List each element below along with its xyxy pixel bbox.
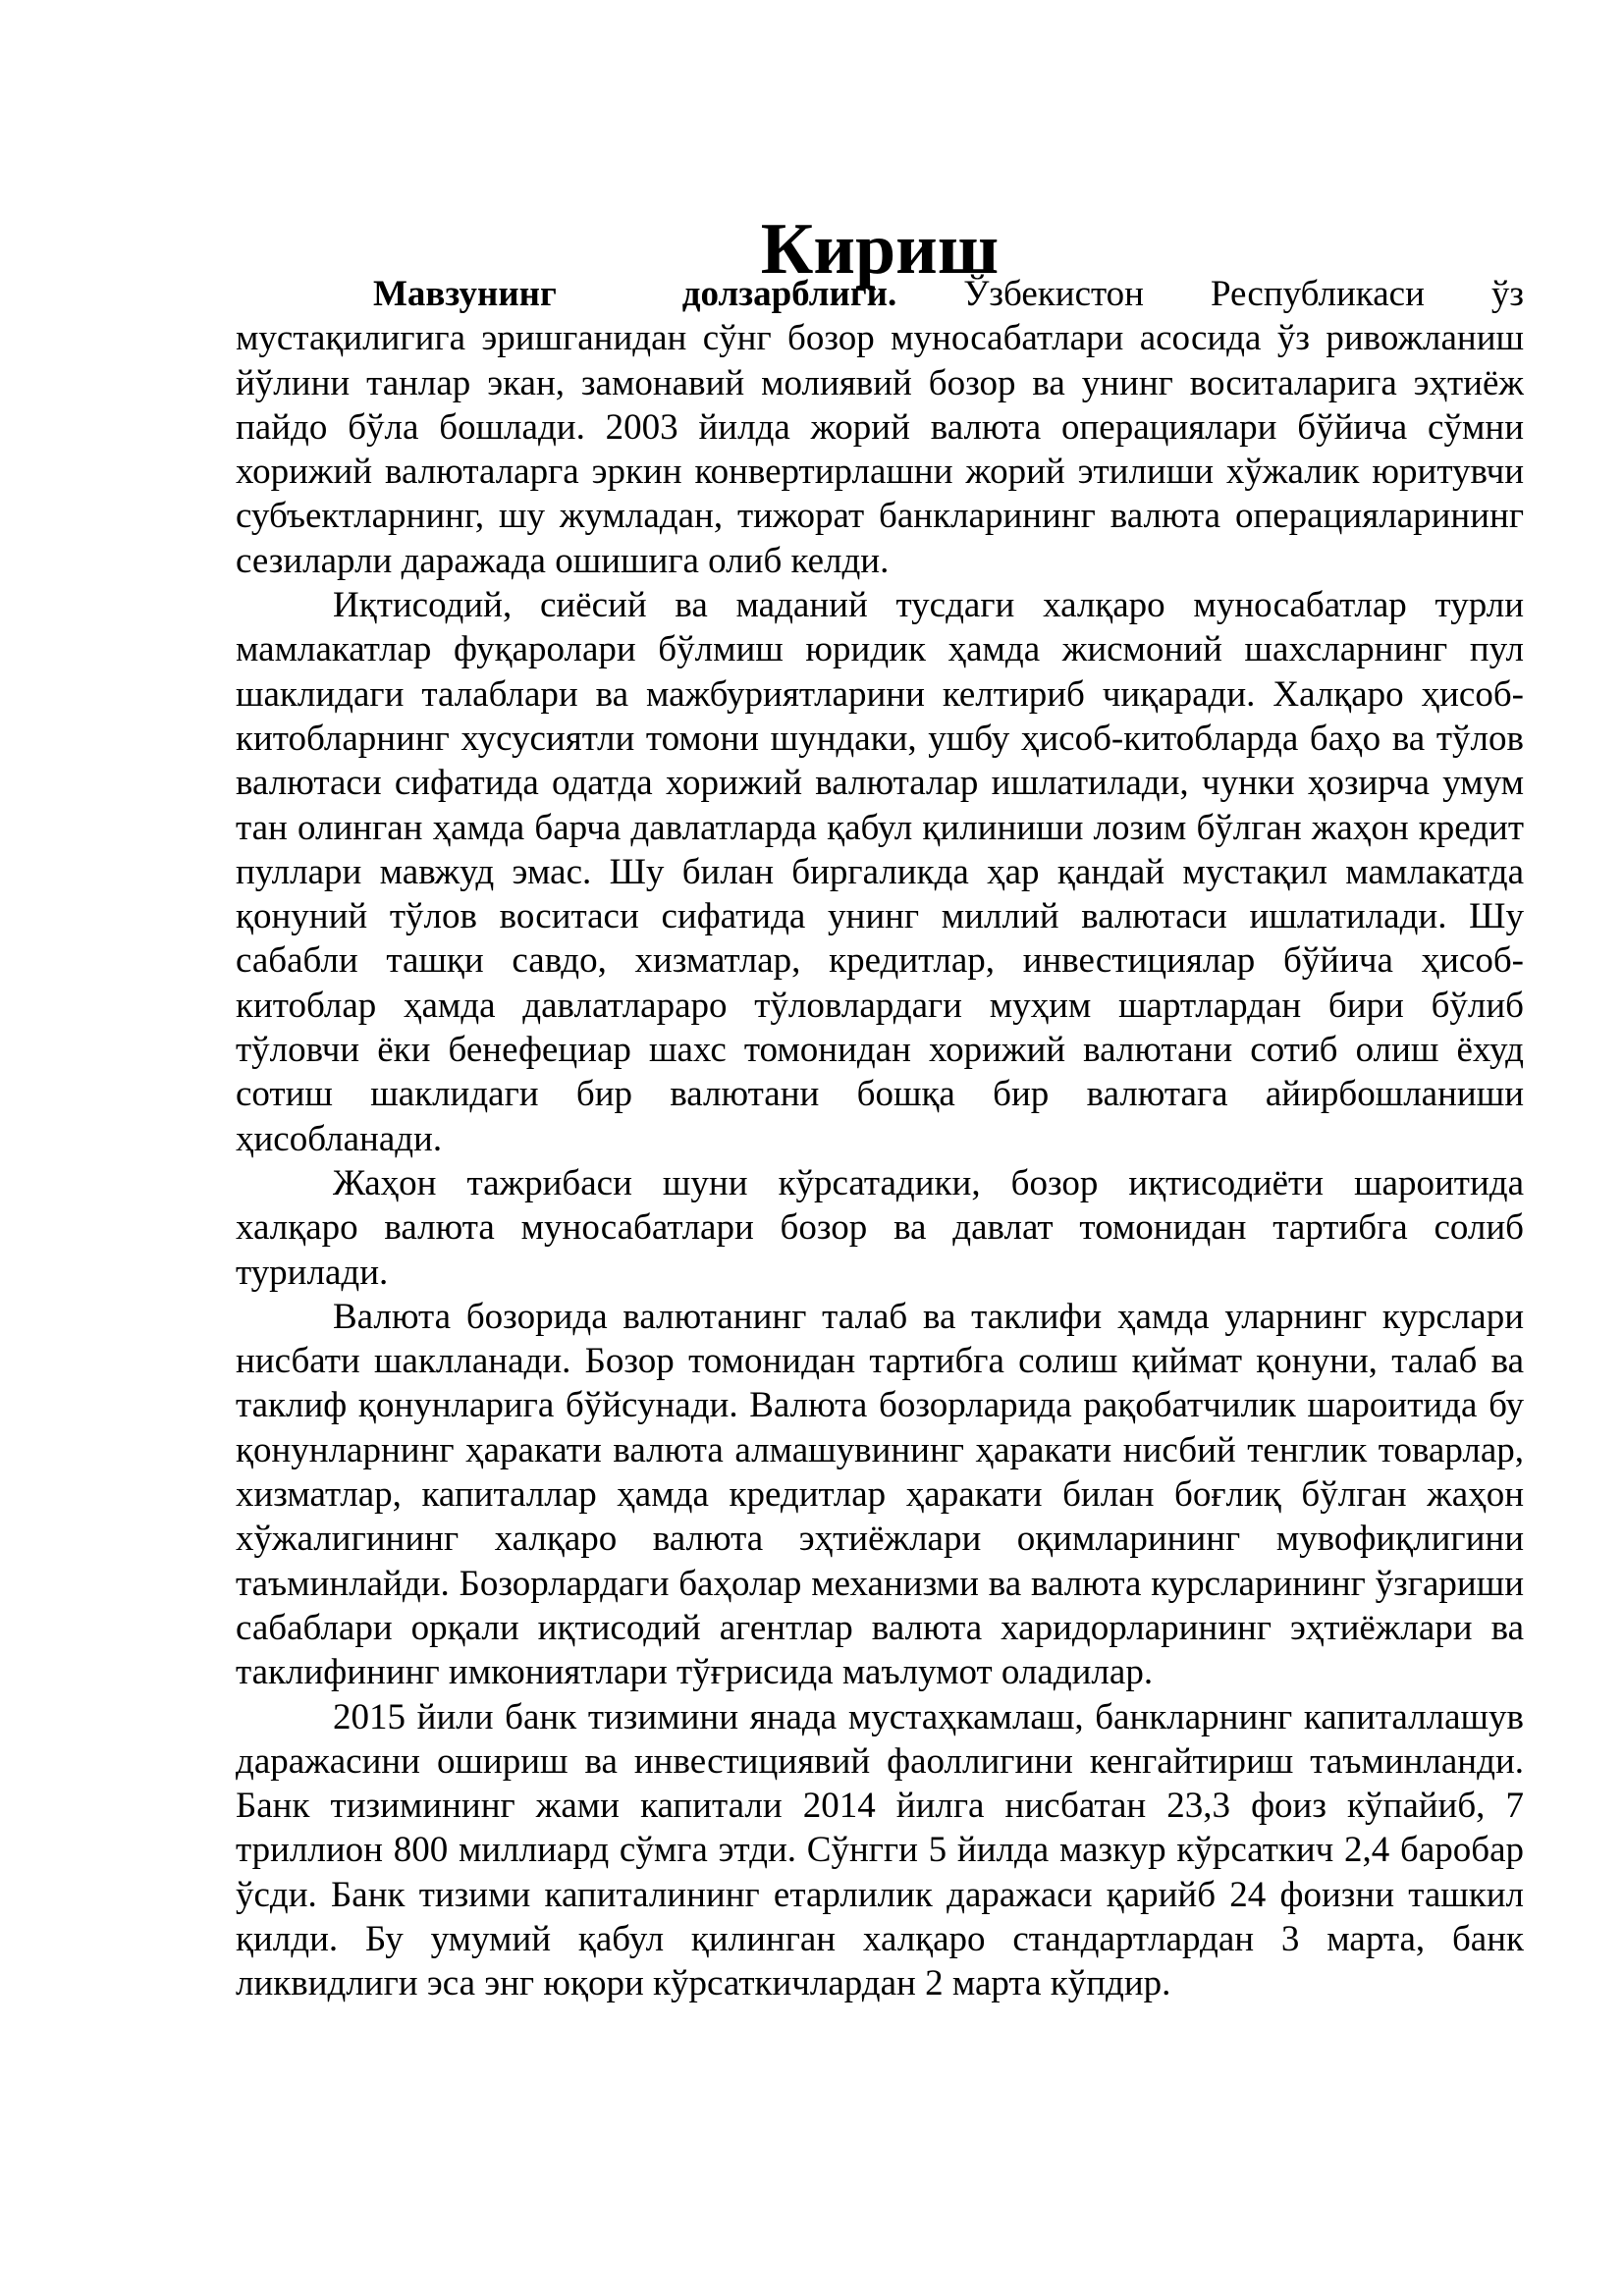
paragraph: 2015 йили банк тизимини янада мустаҳкамлаш, банкларнинг капиталлашув даражасини ошириш ва инвестициявий фаоллигини кенгайтириш таъминланди. Банк тизимининг жами капитали 2014 йилга нисбатан 23,3 фоиз кўпайиб, 7 триллион 800 миллиард сўмга этди. Сўнгги 5 йилда мазкур кўрсаткич 2,4 баробар ўсди. Банк тизими капиталининг етарлилик даражаси қарийб 24 фоизни ташкил қилди. Бу умумий қабул қилинган халқаро стандартлардан 3 марта, банк ликвидлиги эса энг юқори кўрсаткичлардан 2 марта кўпдир. [236,1696,1524,2004]
document-title: Кириш [760,209,1000,290]
paragraph-text: Ўзбекистон Республикаси ўз мустақилигига эришганидан сўнг бозор муносабатлари асосида ўз ривожланиш йўлини танлар экан, замонавий молиявий бозор ва унинг воситаларига эҳтиёж пайдо бўла бошлади. 2003 йилда жорий валюта операциялари бўйича сўмни хорижий валюталарга эркин конвертирлашни жорий этилиши хўжалик юритувчи субъектларнинг, шу жумладан, тижорат банкларининг валюта операцияларининг сезиларли даражада ошишига олиб келди. [236,274,1524,581]
document-page [236,209,1524,2006]
paragraph-relevance [236,272,1524,583]
paragraph: Иқтисодий, сиёсий ва маданий тусдаги халқаро муносабатлар турли мамлакатлар фуқаролари бўлмиш юридик ҳамда жисмоний шахсларнинг пул шаклидаги талаблари ва мажбуриятларини келтириб чиқаради. Халқаро ҳисоб-китобларнинг хусусиятли томони шундаки, ушбу ҳисоб-китобларда баҳо ва тўлов валютаси сифатида одатда хорижий валюталар ишлатилади, чунки ҳозирча умум тан олинган ҳамда барча давлатларда қабул қилиниши лозим бўлган жаҳон кредит пуллари мавжуд эмас. Шу билан биргаликда ҳар қандай мустақил мамлакатда қонуний тўлов воситаси сифатида унинг миллий валютаси ишлатилади. Шу сабабли ташқи савдо, хизматлар, кредитлар, инвестициялар бўйича ҳисоб-китоблар ҳамда давлатлараро тўловлардаги муҳим шартлардан бири бўлиб тўловчи ёки бенефециар шахс томонидан хорижий валютани сотиб олиш ёхуд сотиш шаклидаги бир валютани бошқа бир валютага айирбошланиши ҳисобланади. [236,585,1524,1159]
lead-heading: Мавзунинг долзарблиги. [373,274,897,314]
paragraph: Валюта бозорида валютанинг талаб ва таклифи ҳамда уларнинг курслари нисбати шаклланади. Бозор томонидан тартибга солиш қиймат қонуни, талаб ва таклиф қонунларига бўйсунади. Валюта бозорларида рақобатчилик шароитида бу қонунларнинг ҳаракати валюта алмашувининг ҳаракати нисбий тенглик товарлар, хизматлар, капиталлар ҳамда кредитлар ҳаракати билан боғлиқ бўлган жаҳон хўжалигининг халқаро валюта эҳтиёжлари оқимларининг мувофиқлигини таъминлайди. Бозорлардаги баҳолар механизми ва валюта курсларининг ўзгариши сабаблари орқали иқтисодий агентлар валюта харидорларининг эҳтиёжлари ва таклифининг имкониятлари тўғрисида маълумот оладилар. [236,1296,1524,1693]
paragraph: Жаҳон тажрибаси шуни кўрсатадики, бозор иқтисодиёти шароитида халқаро валюта муносабатлари бозор ва давлат томонидан тартибга солиб турилади. [236,1162,1524,1293]
